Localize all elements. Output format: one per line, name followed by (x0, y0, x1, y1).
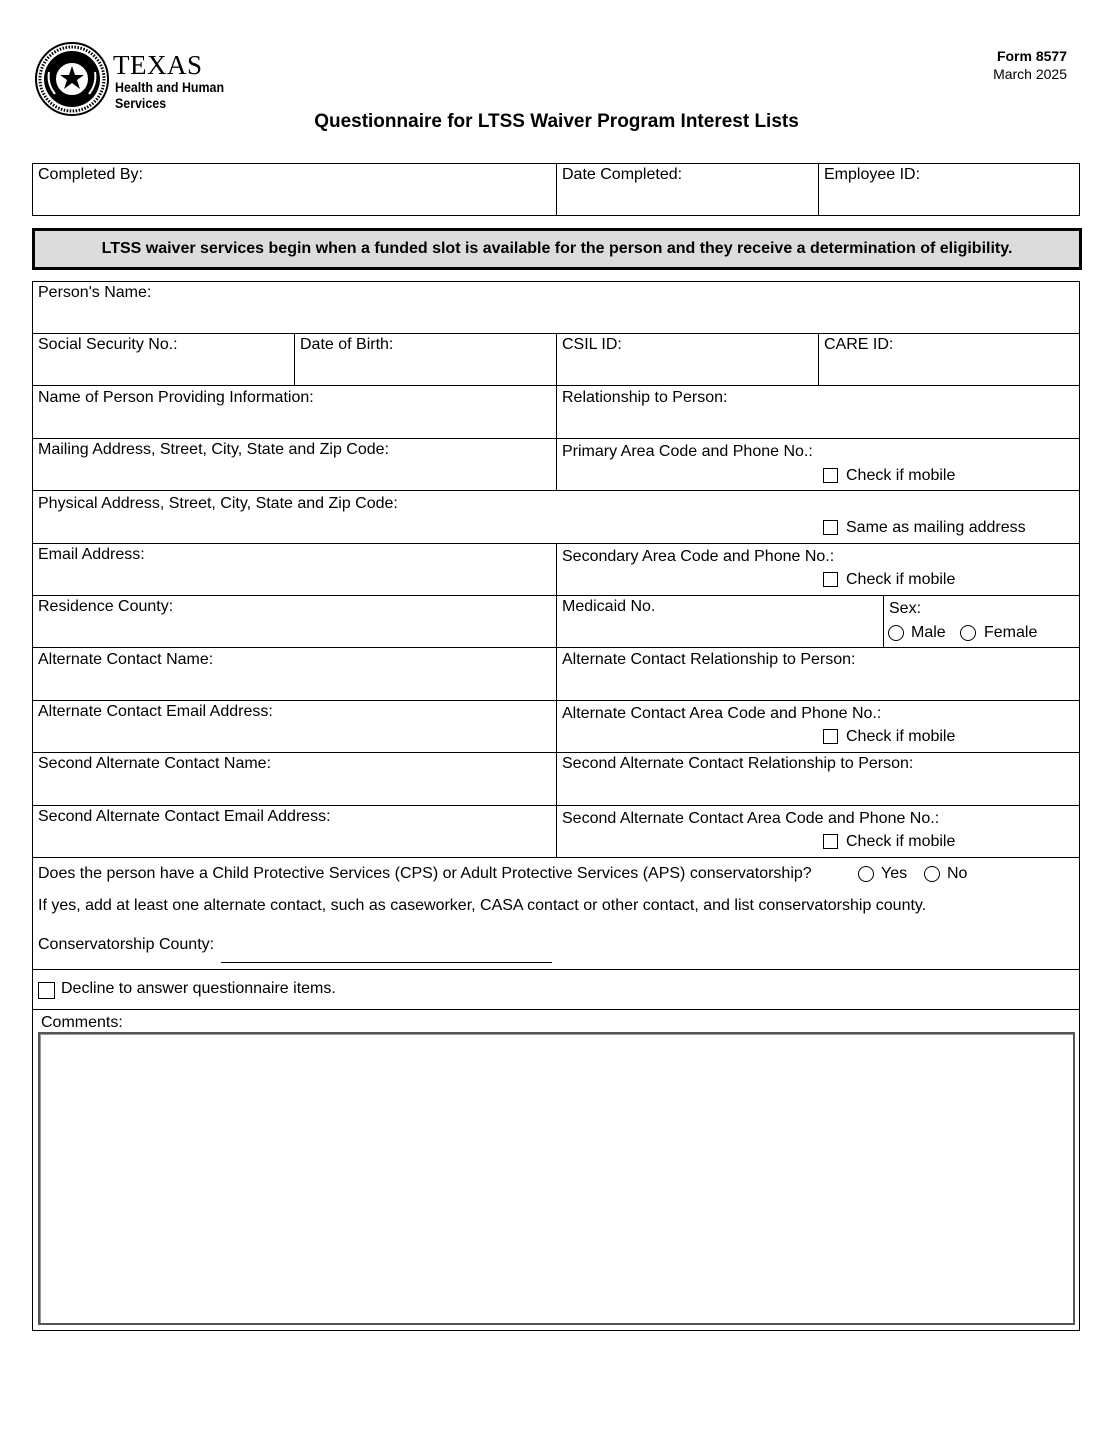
same-as-mailing-checkbox[interactable] (823, 520, 838, 535)
completed-by-field[interactable]: Completed By: (38, 166, 143, 183)
same-as-mailing-label: Same as mailing address (846, 519, 1026, 536)
dob-field[interactable]: Date of Birth: (300, 336, 394, 353)
logo-agency (115, 80, 224, 112)
form-info (993, 47, 1067, 83)
alt2-contact-phone-field[interactable]: Second Alternate Contact Area Code and Phone No.: (562, 810, 940, 827)
sex-female-label: Female (984, 624, 1038, 641)
physical-address-field[interactable]: Physical Address, Street, City, State and Zip Code: (38, 495, 398, 512)
alt2-contact-relationship-field[interactable]: Second Alternate Contact Relationship to Person: (562, 755, 914, 772)
form-number: Form 8577 (996, 48, 1067, 64)
comments-label: Comments: (41, 1014, 123, 1031)
alt2-mobile-checkbox[interactable] (823, 834, 838, 849)
logo-line-3: Services (115, 96, 167, 111)
date-completed-field[interactable]: Date Completed: (562, 166, 683, 183)
ssn-field[interactable]: Social Security No.: (38, 336, 178, 353)
conservatorship-no-label: No (947, 865, 968, 882)
alt2-contact-name-field[interactable]: Second Alternate Contact Name: (38, 755, 272, 772)
residence-county-field[interactable]: Residence County: (38, 598, 174, 615)
form-date: March 2025 (993, 66, 1067, 82)
conservatorship-county-label: Conservatorship County: (38, 936, 215, 953)
primary-mobile-checkbox[interactable] (823, 468, 838, 483)
conservatorship-yes-label: Yes (881, 865, 908, 882)
email-field[interactable]: Email Address: (38, 546, 145, 563)
alt-contact-relationship-field[interactable]: Alternate Contact Relationship to Person: (562, 651, 856, 668)
secondary-mobile-label: Check if mobile (846, 571, 956, 588)
sex-male-label: Male (911, 624, 946, 641)
sex-female-radio[interactable] (960, 625, 976, 641)
alt2-contact-email-field[interactable]: Second Alternate Contact Email Address: (38, 808, 331, 825)
conservatorship-question: Does the person have a Child Protective Services (CPS) or Adult Protective Services (APS) conservatorship? (38, 865, 812, 882)
employee-id-field[interactable]: Employee ID: (824, 166, 921, 183)
care-id-field[interactable]: CARE ID: (824, 336, 894, 353)
alt-mobile-label: Check if mobile (846, 728, 956, 745)
eligibility-banner: LTSS waiver services begin when a funded slot is available for the person and they receive a determination of eligibility. (32, 228, 1082, 270)
primary-phone-field[interactable]: Primary Area Code and Phone No.: (562, 443, 813, 460)
logo-texas: TEXAS (113, 50, 203, 80)
decline-label: Decline to answer questionnaire items. (61, 980, 336, 997)
primary-mobile-label: Check if mobile (846, 467, 956, 484)
logo-line-2: Health and Human (115, 80, 225, 95)
alt-contact-name-field[interactable]: Alternate Contact Name: (38, 651, 214, 668)
alt-mobile-checkbox[interactable] (823, 729, 838, 744)
comments-textarea[interactable] (38, 1032, 1075, 1325)
hhs-logo (35, 42, 235, 118)
conservatorship-yes-radio[interactable] (858, 866, 874, 882)
alt2-mobile-label: Check if mobile (846, 833, 956, 850)
sex-male-radio[interactable] (888, 625, 904, 641)
mailing-address-field[interactable]: Mailing Address, Street, City, State and Zip Code: (38, 441, 389, 458)
decline-checkbox[interactable] (38, 982, 55, 999)
alt-contact-email-field[interactable]: Alternate Contact Email Address: (38, 703, 273, 720)
csil-id-field[interactable]: CSIL ID: (562, 336, 622, 353)
texas-seal-icon (35, 42, 109, 116)
conservatorship-instruction: If yes, add at least one alternate contact, such as caseworker, CASA contact or other contact, and list conservatorship county. (38, 897, 927, 914)
alt-contact-phone-field[interactable]: Alternate Contact Area Code and Phone No.: (562, 705, 882, 722)
sex-label: Sex: (889, 600, 922, 617)
relationship-field[interactable]: Relationship to Person: (562, 389, 728, 406)
conservatorship-no-radio[interactable] (924, 866, 940, 882)
persons-name-field[interactable]: Person's Name: (38, 284, 152, 301)
secondary-phone-field[interactable]: Secondary Area Code and Phone No.: (562, 548, 835, 565)
info-provider-field[interactable]: Name of Person Providing Information: (38, 389, 314, 406)
conservatorship-county-input[interactable] (221, 962, 552, 963)
page-title: Questionnaire for LTSS Waiver Program Interest Lists (314, 111, 799, 132)
secondary-mobile-checkbox[interactable] (823, 572, 838, 587)
medicaid-no-field[interactable]: Medicaid No. (562, 598, 656, 615)
